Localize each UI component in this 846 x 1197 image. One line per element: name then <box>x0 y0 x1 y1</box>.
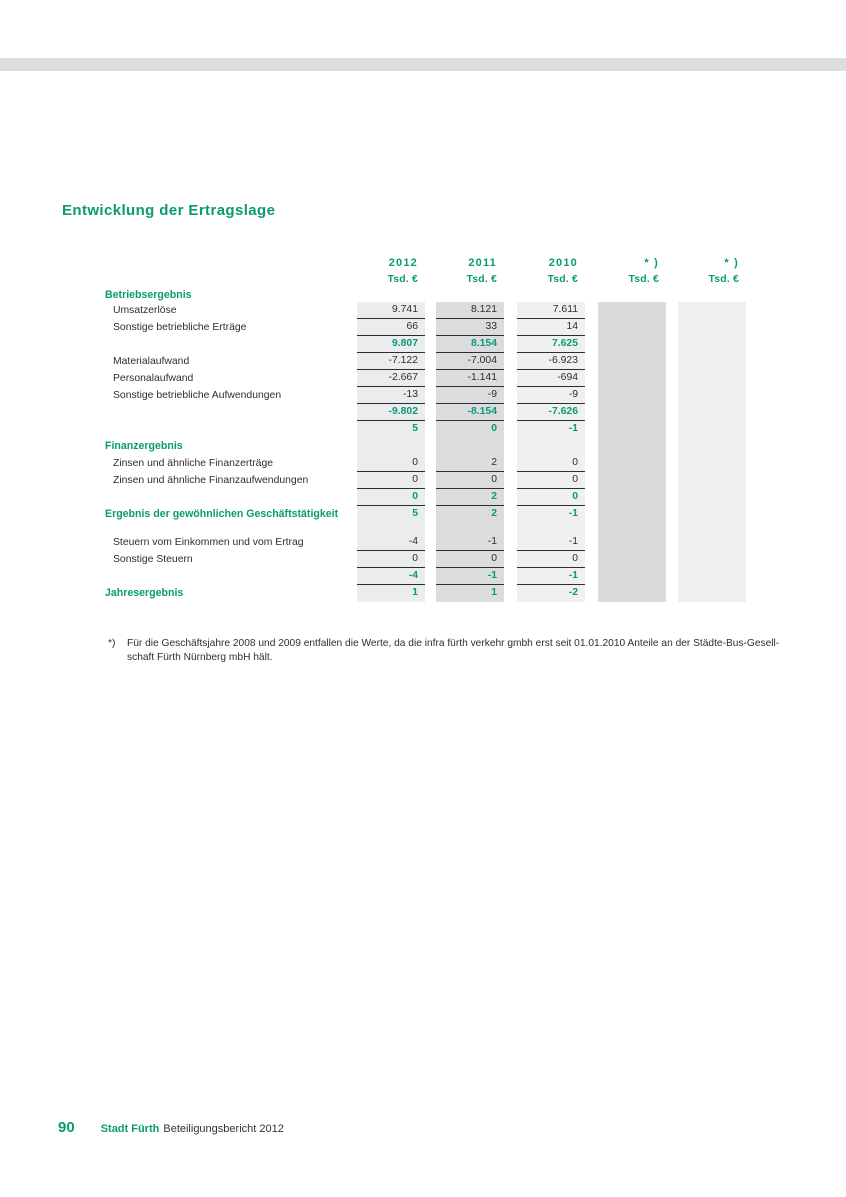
footnote-column-cell <box>678 421 746 438</box>
row-label: Sonstige betriebliche Aufwendungen <box>113 390 282 401</box>
row-label: Finanzergebnis <box>105 440 183 452</box>
value-cell: 0 <box>357 551 425 568</box>
footnote-column-cell <box>598 551 666 568</box>
table-row <box>105 387 746 404</box>
table-row <box>105 551 746 568</box>
value-cell: 1 <box>357 585 425 602</box>
value-cell: 8.154 <box>436 336 504 353</box>
footnote <box>108 637 780 665</box>
row-label: Sonstige betriebliche Erträge <box>113 322 247 333</box>
table-row <box>105 534 746 551</box>
value-cell: 0 <box>357 489 425 506</box>
page-number: 90 <box>58 1119 75 1136</box>
table-row <box>105 288 746 302</box>
value-cell: -7.122 <box>357 353 425 370</box>
table-row <box>105 472 746 489</box>
footnote-column-cell <box>598 585 666 602</box>
column-header-unit: Tsd. € <box>547 274 578 285</box>
row-label: Materialaufwand <box>113 356 190 367</box>
footnote-column-cell <box>678 288 746 302</box>
footnote-column-cell <box>598 421 666 438</box>
header-spacer <box>105 256 357 273</box>
table-row <box>105 336 746 353</box>
footnote-column-cell <box>678 319 746 336</box>
footnote-column-cell <box>598 387 666 404</box>
value-cell <box>436 288 504 302</box>
value-cell: -6.923 <box>517 353 585 370</box>
footnote-column-cell <box>678 534 746 551</box>
row-label: Steuern vom Einkommen und vom Ertrag <box>113 537 304 548</box>
row-label: Jahresergebnis <box>105 587 184 599</box>
footnote-column-cell <box>598 438 666 455</box>
value-cell: 14 <box>517 319 585 336</box>
value-cell: 8.121 <box>436 302 504 319</box>
value-cell: 7.625 <box>517 336 585 353</box>
value-cell <box>357 288 425 302</box>
value-cell: 7.611 <box>517 302 585 319</box>
table-row <box>105 523 746 534</box>
value-cell: -1.141 <box>436 370 504 387</box>
footnote-marker: *) <box>108 638 116 649</box>
footnote-column-cell <box>678 370 746 387</box>
value-cell: 0 <box>436 421 504 438</box>
column-header-unit: Tsd. € <box>387 274 418 285</box>
page-title: Entwicklung der Ertragslage <box>62 202 276 219</box>
table-row <box>105 404 746 421</box>
value-cell: 0 <box>357 472 425 489</box>
value-cell: -13 <box>357 387 425 404</box>
value-cell: 1 <box>436 585 504 602</box>
footnote-line: schaft Fürth Nürnberg mbH hält. <box>127 651 273 663</box>
value-cell <box>357 523 425 534</box>
footnote-column-cell <box>678 585 746 602</box>
report-title: Beteiligungsbericht 2012 <box>163 1123 284 1135</box>
brand-name: Stadt Fürth <box>100 1123 160 1135</box>
table-row <box>105 568 746 585</box>
row-label: Zinsen und ähnliche Finanzaufwendungen <box>113 475 309 486</box>
value-cell: 5 <box>357 421 425 438</box>
table-row <box>105 319 746 336</box>
value-cell: 0 <box>517 489 585 506</box>
value-cell: -7.626 <box>517 404 585 421</box>
value-cell: 0 <box>517 472 585 489</box>
page-footer <box>58 1119 284 1136</box>
value-cell: -1 <box>517 421 585 438</box>
footnote-column-cell <box>678 489 746 506</box>
footnote-column-cell <box>678 568 746 585</box>
value-cell: -4 <box>357 534 425 551</box>
value-cell: -1 <box>517 534 585 551</box>
footnote-column-cell <box>678 506 746 523</box>
value-cell: 66 <box>357 319 425 336</box>
value-cell: 2 <box>436 489 504 506</box>
value-cell: -9 <box>517 387 585 404</box>
footnote-column-cell <box>598 288 666 302</box>
table-row <box>105 489 746 506</box>
column-header-unit: Tsd. € <box>466 274 497 285</box>
column-header-year: 2011 <box>468 257 497 269</box>
row-label: Personalaufwand <box>113 373 194 384</box>
value-cell: -2 <box>517 585 585 602</box>
value-cell: 2 <box>436 506 504 523</box>
value-cell <box>357 438 425 455</box>
table-row <box>105 370 746 387</box>
value-cell: -1 <box>436 534 504 551</box>
footnote-column-cell <box>598 404 666 421</box>
value-cell: -7.004 <box>436 353 504 370</box>
footnote-column-cell <box>598 336 666 353</box>
value-cell: -9.802 <box>357 404 425 421</box>
table-row <box>105 455 746 472</box>
value-cell <box>517 438 585 455</box>
value-cell: 0 <box>517 455 585 472</box>
value-cell: 2 <box>436 455 504 472</box>
value-cell: -4 <box>357 568 425 585</box>
footnote-column-cell <box>678 523 746 534</box>
footnote-column-cell <box>598 370 666 387</box>
value-cell: -1 <box>436 568 504 585</box>
column-header-footnote-mark: * ) <box>644 257 659 269</box>
row-label: Sonstige Steuern <box>113 554 193 565</box>
value-cell: -1 <box>517 568 585 585</box>
footnote-column-cell <box>598 302 666 319</box>
value-cell: 9.741 <box>357 302 425 319</box>
footnote-column-cell <box>598 455 666 472</box>
footnote-column-cell <box>678 438 746 455</box>
footnote-column-cell <box>598 523 666 534</box>
footnote-column-cell <box>598 534 666 551</box>
value-cell <box>436 438 504 455</box>
column-header-footnote-mark: * ) <box>724 257 739 269</box>
column-header-year: 2010 <box>548 257 578 269</box>
footnote-column-cell <box>678 353 746 370</box>
row-label: Betriebsergebnis <box>105 288 192 301</box>
value-cell: 0 <box>517 551 585 568</box>
row-label: Umsatzerlöse <box>113 305 177 316</box>
footnote-column-cell <box>678 551 746 568</box>
footnote-column-cell <box>598 568 666 585</box>
footnote-column-cell <box>678 387 746 404</box>
table-row <box>105 302 746 319</box>
footnote-column-cell <box>598 353 666 370</box>
value-cell: 0 <box>436 551 504 568</box>
value-cell: 9.807 <box>357 336 425 353</box>
footnote-column-cell <box>678 455 746 472</box>
value-cell <box>517 288 585 302</box>
row-label: Zinsen und ähnliche Finanzerträge <box>113 458 273 469</box>
value-cell: 5 <box>357 506 425 523</box>
table-row <box>105 506 746 523</box>
footnote-column-cell <box>678 302 746 319</box>
value-cell: -8.154 <box>436 404 504 421</box>
footnote-column-cell <box>598 472 666 489</box>
footnote-column-cell <box>678 336 746 353</box>
value-cell: -694 <box>517 370 585 387</box>
footnote-line: Für die Geschäftsjahre 2008 und 2009 entfallen die Werte, da die infra fürth verkehr gmbh erst seit 01.01.2010 Anteile an der Städte-Bus-Gesell- <box>127 638 780 649</box>
value-cell: 33 <box>436 319 504 336</box>
value-cell: 0 <box>357 455 425 472</box>
footnote-column-cell <box>598 489 666 506</box>
top-gray-band <box>0 58 846 71</box>
footnote-text <box>127 637 779 665</box>
table-header-years <box>105 256 746 273</box>
column-header-unit: Tsd. € <box>708 274 739 285</box>
value-cell: -2.667 <box>357 370 425 387</box>
value-cell <box>517 523 585 534</box>
footnote-column-cell <box>678 404 746 421</box>
earnings-table <box>105 256 746 602</box>
column-header-unit: Tsd. € <box>628 274 659 285</box>
table-row <box>105 353 746 370</box>
value-cell <box>436 523 504 534</box>
table-header-units <box>105 273 746 288</box>
table-body <box>105 288 746 602</box>
value-cell: 0 <box>436 472 504 489</box>
table-row <box>105 421 746 438</box>
table-row <box>105 585 746 602</box>
footnote-column-cell <box>598 506 666 523</box>
value-cell: -9 <box>436 387 504 404</box>
value-cell: -1 <box>517 506 585 523</box>
table-row <box>105 438 746 455</box>
header-spacer <box>105 273 357 288</box>
column-header-year: 2012 <box>388 257 418 269</box>
footnote-column-cell <box>598 319 666 336</box>
footnote-column-cell <box>678 472 746 489</box>
row-label: Ergebnis der gewöhnlichen Geschäftstätigkeit <box>105 508 339 520</box>
